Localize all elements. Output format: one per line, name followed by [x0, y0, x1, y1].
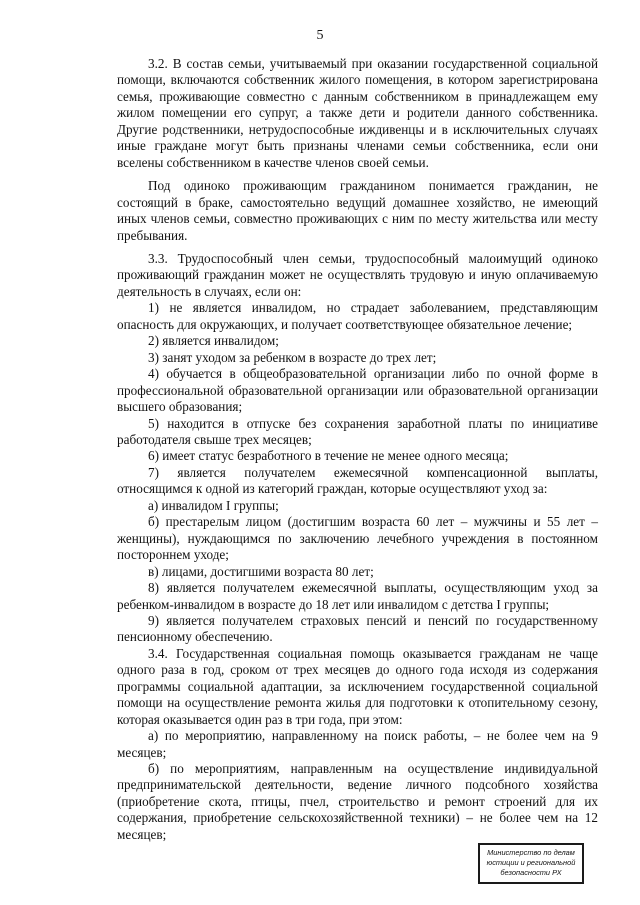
paragraph-3-3: 3.3. Трудоспособный член семьи, трудоспособный малоимущий одиноко проживающий гражданин может не осуществлять трудовую и иную оплачиваемую деятельность в случаях, если он:	[117, 250, 598, 299]
paragraph-3-4: 3.4. Государственная социальная помощь оказывается гражданам не чаще одного раза в год, сроком от трех месяцев до одного года исходя из содержания программы социальной адаптации, за исключением государственной социальной помощи на осуществление ремонта жилья для подготовки к отопительному сезону, которая оказывается один раз в три года, при этом:	[117, 645, 598, 727]
list-item: 7) является получателем ежемесячной компенсационной выплаты, относящимся к одной из категорий граждан, которые осуществляют уход за:	[117, 464, 598, 497]
list-item: 1) не является инвалидом, но страдает заболеванием, представляющим опасность для окружающих, и получает соответствующее обязательное лечение;	[117, 300, 598, 332]
list-item: в) лицами, достигшими возраста 80 лет;	[148, 563, 374, 579]
list-item: а) по мероприятию, направленному на поиск работы, – не более чем на 9 месяцев;	[117, 728, 598, 760]
stamp-line: Министерство по делам	[487, 848, 575, 857]
list-item: б) престарелым лицом (достигшим возраста 60 лет – мужчины и 55 лет – женщины), нуждающимся по заключению лечебного учреждения в постоянном постороннем уходе;	[117, 514, 598, 563]
list-item: б) по мероприятиям, направленным на осуществление индивидуальной предпринимательской деятельности, ведение личного подсобного хозяйства (приобретение скота, птицы, пчел, строительство и ремонт строений для их содержания, приобретение сельскохозяйственной техники) – не более чем на 12 месяцев;	[117, 761, 598, 842]
stamp-line: юстиции и региональной	[486, 858, 576, 867]
stamp-line: безопасности РХ	[500, 868, 562, 877]
paragraph-3-2: 3.2. В состав семьи, учитываемый при оказании государственной социальной помощи, включаются собственник жилого помещения, в котором зарегистрирована семья, проживающие совместно с данным собственником в принадлежащем ему жилом помещении его супруг, а также дети и родители данного собственника. Другие родственники, нетрудоспособные иждивенцы и в исключительных случаях иные граждане могут быть признаны членами семьи собственника, если они вселены собственником в качестве членов своей семьи.	[117, 56, 598, 170]
ministry-stamp	[478, 843, 584, 884]
page-number: 5	[316, 28, 324, 43]
list-item: 5) находится в отпуске без сохранения заработной платы по инициативе работодателя свыше трех месяцев;	[117, 415, 598, 447]
list-item: 2) является инвалидом;	[148, 333, 279, 349]
list-item: 3) занят уходом за ребенком в возрасте до трех лет;	[148, 349, 437, 365]
document-body	[117, 56, 598, 843]
list-item: 9) является получателем страховых пенсий и пенсий по государственному пенсионному обеспечению.	[117, 612, 598, 645]
list-item: а) инвалидом I группы;	[148, 497, 279, 513]
list-item: 4) обучается в общеобразовательной организации либо по очной форме в профессиональной образовательной организации или образовательной организации высшего образования;	[117, 366, 598, 415]
list-item: 6) имеет статус безработного в течение не менее одного месяца;	[148, 448, 509, 464]
paragraph-single-resident: Под одиноко проживающим гражданином понимается гражданин, не состоящий в браке, самостоятельно ведущий домашнее хозяйство, не имеющий иных членов семьи, совместно проживающих с ним по месту жительства или месту пребывания.	[117, 178, 598, 243]
list-item: 8) является получателем ежемесячной выплаты, осуществляющим уход за ребенком-инвалидом в возрасте до 18 лет или инвалидом с детства I группы;	[117, 580, 598, 612]
